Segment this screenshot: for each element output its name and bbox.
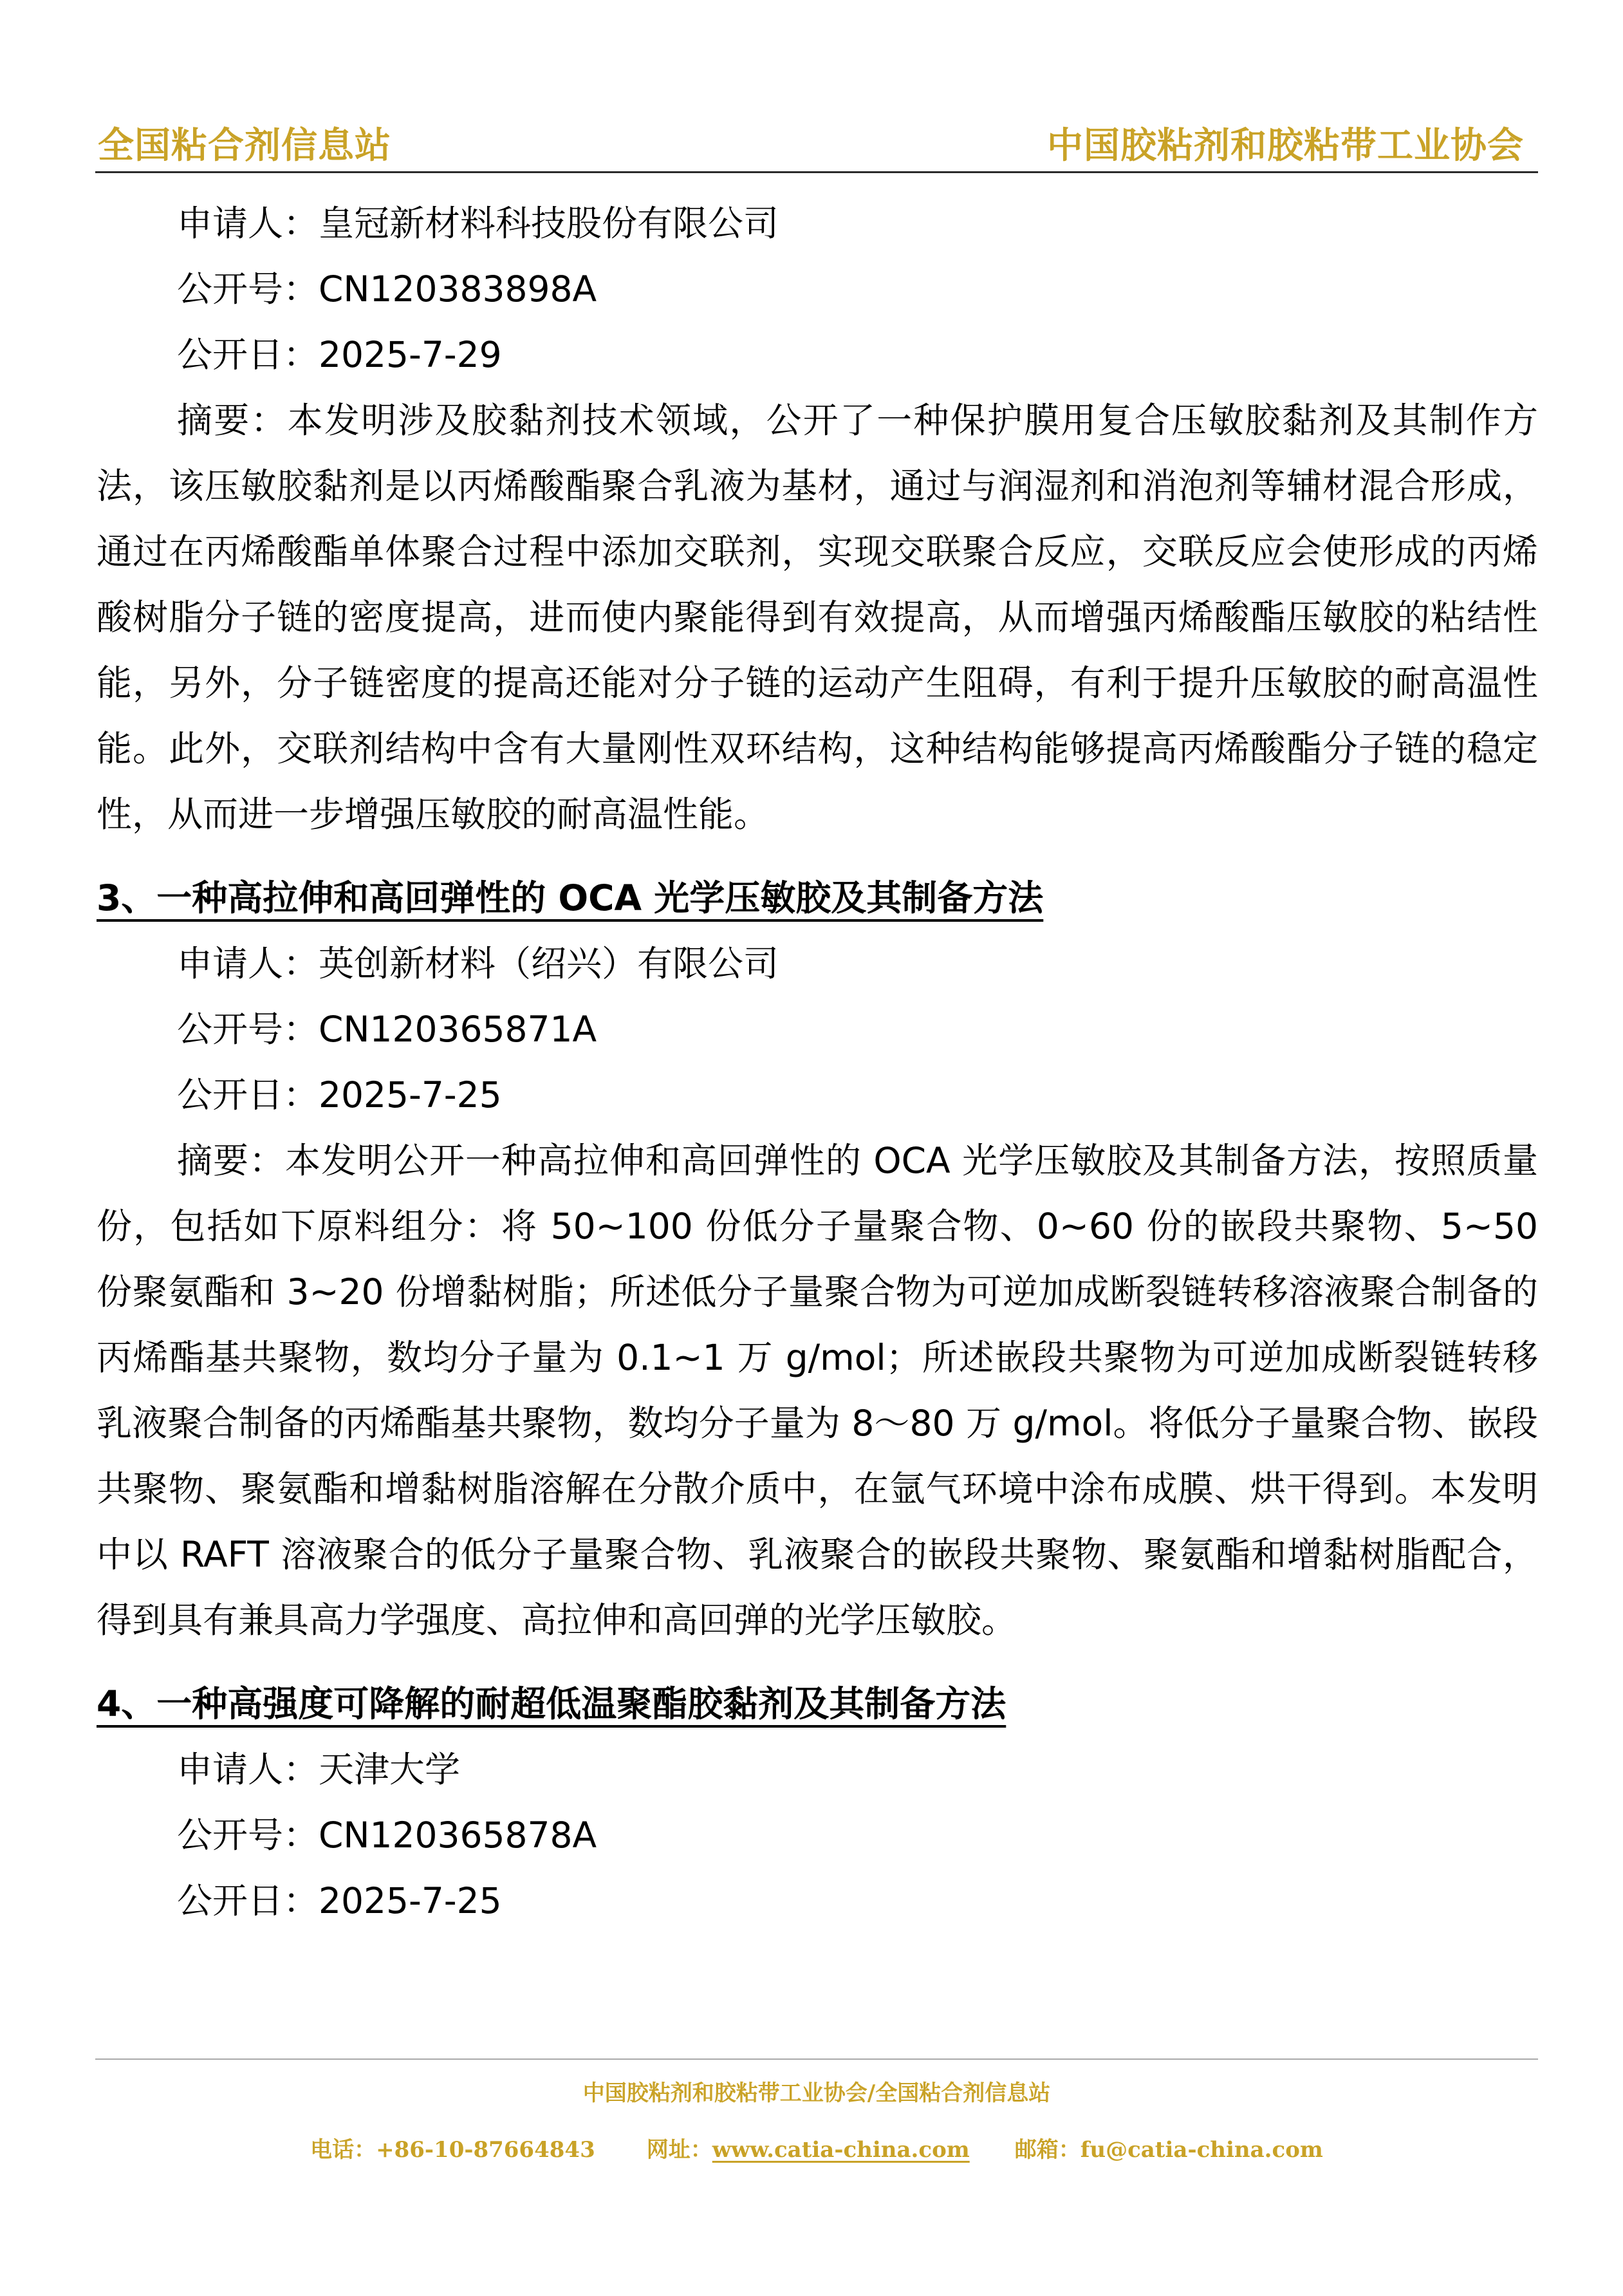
footer-email: 邮箱：fu@catia-china.com bbox=[1014, 2137, 1323, 2163]
patent-title-text: 4、一种高强度可降解的耐超低温聚酯胶黏剂及其制备方法 bbox=[97, 1683, 1006, 1724]
publication-date: 公开日：2025-7-25 bbox=[177, 1074, 502, 1115]
footer-website-link[interactable]: www.catia-china.com bbox=[712, 2137, 970, 2163]
publication-number: 公开号：CN120365878A bbox=[177, 1815, 597, 1856]
patent-title bbox=[97, 865, 1538, 931]
patent-title bbox=[97, 1671, 1538, 1737]
footer-organization: 中国胶粘剂和胶粘带工业协会/全国粘合剂信息站 bbox=[582, 2080, 1051, 2106]
publication-number: 公开号：CN120365871A bbox=[177, 1009, 597, 1050]
publication-date: 公开日：2025-7-25 bbox=[177, 1880, 502, 1921]
footer-contact bbox=[95, 2132, 1538, 2163]
footer-phone: 电话：+86-10-87664843 bbox=[310, 2137, 595, 2163]
publication-date: 公开日：2025-7-29 bbox=[177, 334, 502, 375]
applicant: 申请人：英创新材料（绍兴）有限公司 bbox=[177, 943, 779, 984]
abstract: 摘要：本发明公开一种高拉伸和高回弹性的 OCA 光学压敏胶及其制备方法，按照质量份，包括如下原料组分：将 50~100 份低分子量聚合物、0~60 份的嵌段共聚物、5~50 份聚氨酯和 3~20 份增黏树脂；所述低分子量聚合物为可逆加成断裂链转移溶液聚合制备的丙烯酯基共聚物，数均分子量为 0.1~1 万 g/mol；所述嵌段共聚物为可逆加成断裂链转移乳液聚合制备的丙烯酯基共聚物，数均分子量为 8～80 万 g/mol。将低分子量聚合物、嵌段共聚物、聚氨酯和增黏树脂溶解在分散介质中，在氩气环境中涂布成膜、烘干得到。本发明中以 RAFT 溶液聚合的低分子量聚合物、乳液聚合的嵌段共聚物、聚氨酯和增黏树脂配合，得到具有兼具高力学强度、高拉伸和高回弹的光学压敏胶。 bbox=[97, 1140, 1538, 1641]
applicant: 申请人：皇冠新材料科技股份有限公司 bbox=[177, 203, 779, 244]
patent-title-text: 3、一种高拉伸和高回弹性的 OCA 光学压敏胶及其制备方法 bbox=[97, 877, 1044, 919]
page-header bbox=[95, 108, 1538, 173]
header-site-name: 全国粘合剂信息站 bbox=[98, 124, 391, 167]
footer-website-label: 网址： bbox=[646, 2137, 712, 2163]
applicant: 申请人：天津大学 bbox=[177, 1749, 461, 1790]
document-body bbox=[97, 191, 1538, 1934]
publication-number: 公开号：CN120383898A bbox=[177, 268, 597, 310]
header-association-name: 中国胶粘剂和胶粘带工业协会 bbox=[1047, 124, 1524, 167]
page-footer bbox=[95, 2058, 1538, 2163]
abstract: 摘要：本发明涉及胶黏剂技术领域，公开了一种保护膜用复合压敏胶黏剂及其制作方法，该压敏胶黏剂是以丙烯酸酯聚合乳液为基材，通过与润湿剂和消泡剂等辅材混合形成，通过在丙烯酸酯单体聚合过程中添加交联剂，实现交联聚合反应，交联反应会使形成的丙烯酸树脂分子链的密度提高，进而使内聚能得到有效提高，从而增强丙烯酸酯压敏胶的粘结性能，另外，分子链密度的提高还能对分子链的运动产生阻碍，有利于提升压敏胶的耐高温性能。此外，交联剂结构中含有大量刚性双环结构，这种结构能够提高丙烯酸酯分子链的稳定性，从而进一步增强压敏胶的耐高温性能。 bbox=[97, 400, 1538, 835]
